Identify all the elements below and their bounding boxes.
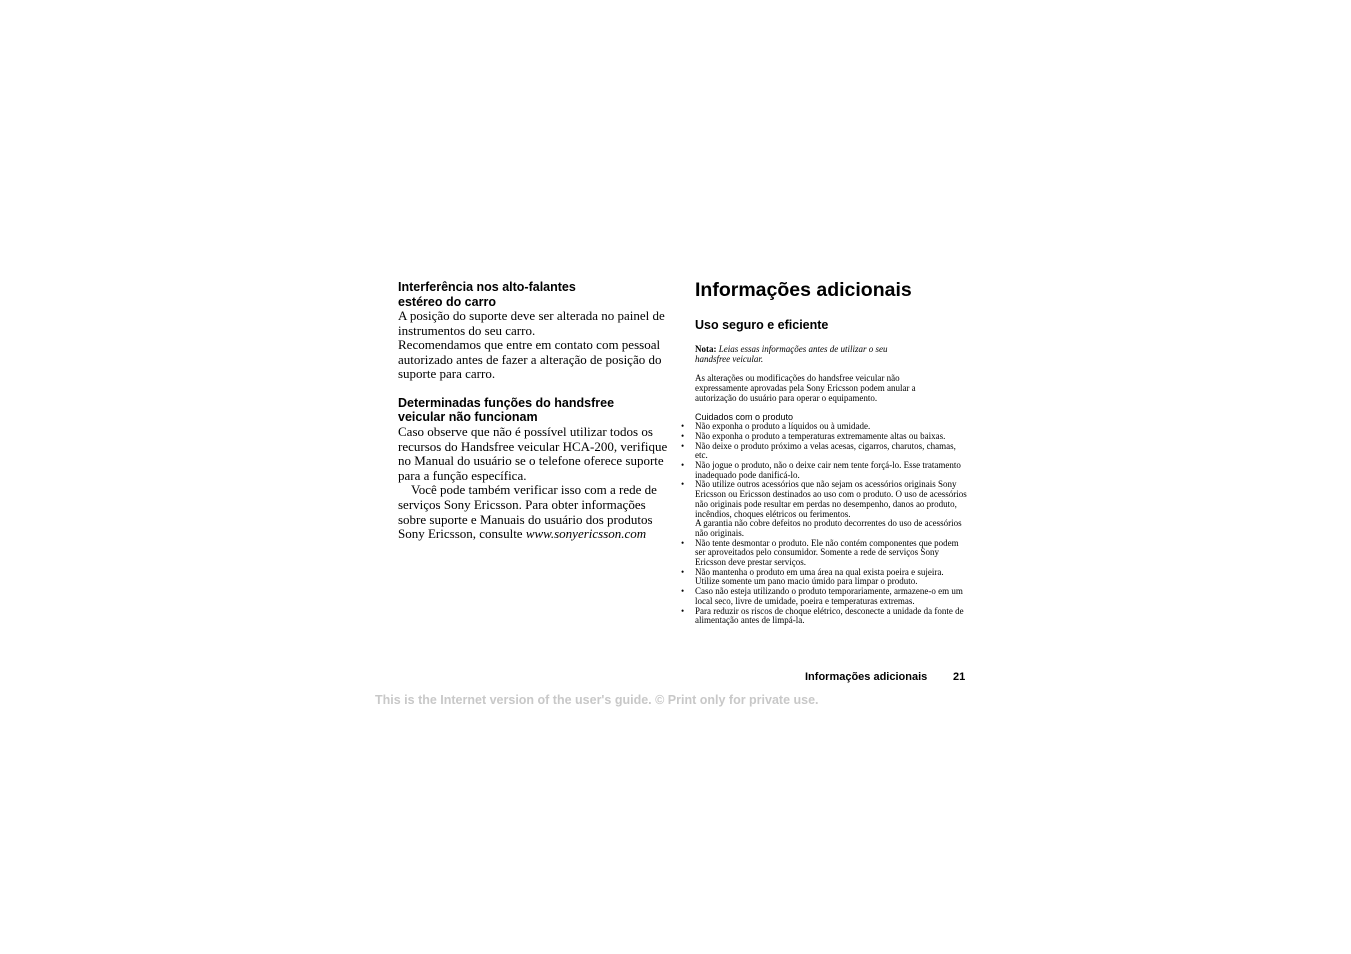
paragraph-text: Você pode também verificar isso com a rede de serviços Sony Ericsson. Para obter informações sobre suporte e Manuais do usuário dos produtos Sony Ericsson, consulte — [398, 482, 657, 542]
list-item-text: Não exponha o produto a temperaturas extremamente altas ou baixas. — [695, 430, 946, 441]
list-item-extra: A garantia não cobre defeitos no produto decorrentes do uso de acessórios não originais. — [695, 518, 962, 538]
care-list — [681, 421, 970, 626]
paragraph — [398, 483, 668, 541]
list-item — [681, 440, 970, 461]
bullet-icon: • — [681, 566, 685, 577]
care-heading: Cuidados com o produto — [695, 412, 794, 423]
warning-paragraph: As alterações ou modificações do handsfree veicular não expressamente aprovadas pela Sony Ericsson podem anular a autorização do usuário para operar o equipamento. — [695, 373, 916, 403]
paragraph: Caso observe que não é possível utilizar todos os recursos do Handsfree veicular HCA-200, verifique no Manual do usuário se o telefone oferece suporte para a função específica. — [398, 423, 668, 483]
list-item-text: Não mantenha o produto em uma área na qual exista poeira e sujeira. Utilize somente um pano macio úmido para limpar o produto. — [695, 566, 944, 587]
heading-line: Interferência nos alto-falantes — [398, 280, 576, 294]
section-subtitle: Uso seguro e eficiente — [695, 318, 829, 332]
list-item-text: Não jogue o produto, não o deixe cair nem tente forçá-lo. Esse tratamento inadequado pode danificá-lo. — [695, 460, 961, 480]
list-item — [681, 537, 970, 568]
chapter-title: Informações adicionais — [695, 279, 912, 301]
list-item-text: Não utilize outros acessórios que não sejam os acessórios originais Sony Ericsson ou Ericsson destinados ao uso com o produto. O uso de acessórios não originais pode resultar em perdas no desempenho, danos ao produto, incêndios, choques elétricos ou ferimentos. — [695, 479, 967, 519]
list-item-text: Não deixe o produto próximo a velas acesas, cigarros, charutos, chamas, etc. — [695, 440, 956, 461]
bullet-icon: • — [681, 479, 685, 490]
section-heading-functions — [398, 396, 668, 425]
list-item-text: Não tente desmontar o produto. Ele não contém componentes que podem ser aproveitados pelo consumidor. Somente a rede de serviços Sony Ericsson deve prestar serviços. — [695, 537, 959, 568]
watermark: This is the Internet version of the user's guide. © Print only for private use. — [375, 693, 819, 707]
heading-line: Determinadas funções do handsfree — [398, 395, 615, 410]
bullet-icon: • — [681, 421, 685, 432]
footer-section-label: Informações adicionais — [805, 671, 928, 683]
right-column — [681, 278, 970, 626]
list-item-text: Para reduzir os riscos de choque elétrico, desconecte a unidade da fonte de alimentação antes de limpá-la. — [695, 605, 964, 626]
list-item — [681, 586, 970, 606]
note-text: Leias essas informações antes de utilizar o seu handsfree veicular. — [695, 344, 888, 364]
website-link[interactable]: www.sonyericsson.com — [525, 526, 647, 542]
list-item — [681, 460, 970, 480]
bullet-icon: • — [681, 460, 685, 471]
bullet-icon: • — [681, 586, 685, 597]
bullet-icon: • — [681, 537, 685, 548]
page-number: 21 — [953, 671, 966, 683]
paragraph: A posição do suporte deve ser alterada no painel de instrumentos do seu carro. — [398, 308, 665, 338]
bullet-icon: • — [681, 440, 685, 451]
left-column — [398, 280, 668, 542]
heading-line: estéreo do carro — [398, 294, 496, 309]
note — [695, 345, 910, 364]
heading-line: veicular não funcionam — [398, 410, 538, 425]
section-heading-interference — [398, 280, 668, 309]
list-item — [681, 566, 970, 587]
bullet-icon: • — [681, 430, 685, 441]
list-item-text: Não exponha o produto a líquidos ou à umidade. — [695, 421, 871, 432]
list-item-text: Caso não esteja utilizando o produto temporariamente, armazene-o em um local seco, livre de umidade, poeira e temperaturas extremas. — [695, 586, 963, 606]
note-label: Nota: — [695, 344, 717, 354]
list-item — [681, 605, 970, 626]
bullet-icon: • — [681, 605, 685, 616]
list-item — [681, 479, 970, 538]
paragraph: Recomendamos que entre em contato com pessoal autorizado antes de fazer a alteração de posição do suporte para carro. — [398, 337, 662, 382]
